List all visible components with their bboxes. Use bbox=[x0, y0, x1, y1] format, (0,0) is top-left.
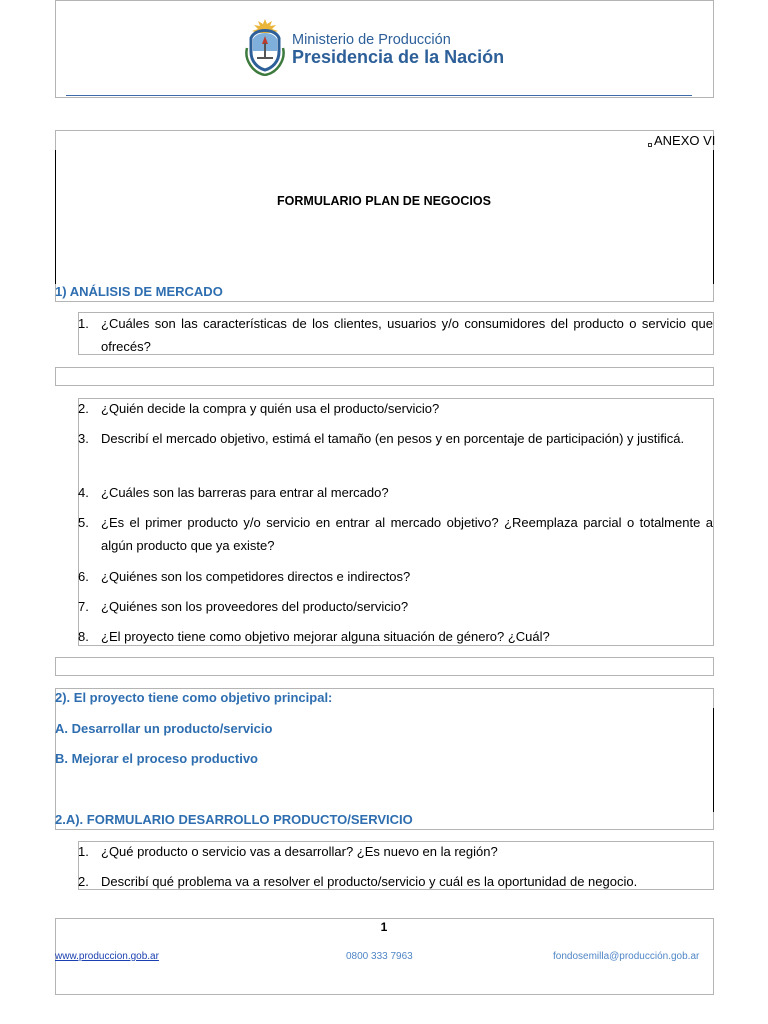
question-item bbox=[78, 565, 713, 588]
question-number: 2. bbox=[78, 874, 89, 889]
section2-frame-right-rule bbox=[713, 708, 714, 812]
section-heading-main-objective: 2). El proyecto tiene como objetivo principal: bbox=[55, 690, 333, 705]
question-item bbox=[78, 595, 713, 618]
question-item bbox=[78, 312, 713, 358]
header-divider bbox=[66, 95, 692, 96]
form-title: FORMULARIO PLAN DE NEGOCIOS bbox=[277, 194, 491, 208]
national-coat-of-arms-logo bbox=[245, 18, 285, 76]
question-text: Describí qué problema va a resolver el producto/servicio y cuál es la oportunidad de negocio. bbox=[101, 874, 638, 889]
phone-number: 0800 333 7963 bbox=[346, 951, 413, 962]
question-number: 3. bbox=[78, 431, 89, 446]
question-text: ¿Qué producto o servicio vas a desarrollar? ¿Es nuevo en la región? bbox=[101, 844, 498, 859]
question-item bbox=[78, 511, 713, 557]
section-heading-market-analysis: 1) ANÁLISIS DE MERCADO bbox=[55, 284, 223, 299]
question-text: ¿El proyecto tiene como objetivo mejorar alguna situación de género? ¿Cuál? bbox=[101, 629, 550, 644]
title-frame-left-rule bbox=[55, 150, 56, 284]
question-item bbox=[78, 840, 713, 863]
email-address[interactable]: fondosemilla@producción.gob.ar bbox=[553, 951, 700, 962]
question-item bbox=[78, 481, 713, 504]
sub-heading-product-development: 2.A). FORMULARIO DESARROLLO PRODUCTO/SERVICIO bbox=[55, 812, 413, 827]
question-text: ¿Quién decide la compra y quién usa el producto/servicio? bbox=[101, 401, 440, 416]
presidency-name: Presidencia de la Nación bbox=[292, 47, 505, 67]
option-b: B. Mejorar el proceso productivo bbox=[55, 751, 258, 766]
question-number: 6. bbox=[78, 569, 89, 584]
question-number: 1. bbox=[78, 316, 89, 331]
question-text: ¿Es el primer producto y/o servicio en entrar al mercado objetivo? ¿Reemplaza parcial o totalmente a algún producto que ya existe? bbox=[101, 515, 713, 553]
question-number: 1. bbox=[78, 844, 89, 859]
question-item bbox=[78, 870, 713, 893]
question-text: ¿Cuáles son las barreras para entrar al mercado? bbox=[101, 485, 389, 500]
answer-field[interactable] bbox=[55, 657, 714, 676]
question-text: ¿Cuáles son las características de los clientes, usuarios y/o consumidores del producto o servicio que ofrecés? bbox=[101, 316, 713, 354]
answer-field[interactable] bbox=[55, 367, 714, 386]
question-item bbox=[78, 397, 713, 420]
anchor-marker-icon bbox=[648, 143, 652, 147]
page-number: 1 bbox=[380, 920, 388, 934]
website-link[interactable]: www.produccion.gob.ar bbox=[55, 951, 159, 962]
annex-label: ANEXO VI bbox=[654, 133, 716, 148]
question-text: Describí el mercado objetivo, estimá el tamaño (en pesos y en porcentaje de participación) y justificá. bbox=[101, 431, 685, 446]
question-number: 5. bbox=[78, 515, 89, 530]
question-number: 8. bbox=[78, 629, 89, 644]
option-a: A. Desarrollar un producto/servicio bbox=[55, 721, 273, 736]
title-frame-right-rule bbox=[713, 150, 714, 284]
question-text: ¿Quiénes son los proveedores del producto/servicio? bbox=[101, 599, 409, 614]
question-number: 2. bbox=[78, 401, 89, 416]
question-item bbox=[78, 625, 713, 648]
question-number: 4. bbox=[78, 485, 89, 500]
title-frame bbox=[55, 130, 714, 302]
ministry-name: Ministerio de Producción bbox=[292, 32, 451, 48]
question-item bbox=[78, 427, 713, 450]
question-number: 7. bbox=[78, 599, 89, 614]
question-text: ¿Quiénes son los competidores directos e indirectos? bbox=[101, 569, 411, 584]
